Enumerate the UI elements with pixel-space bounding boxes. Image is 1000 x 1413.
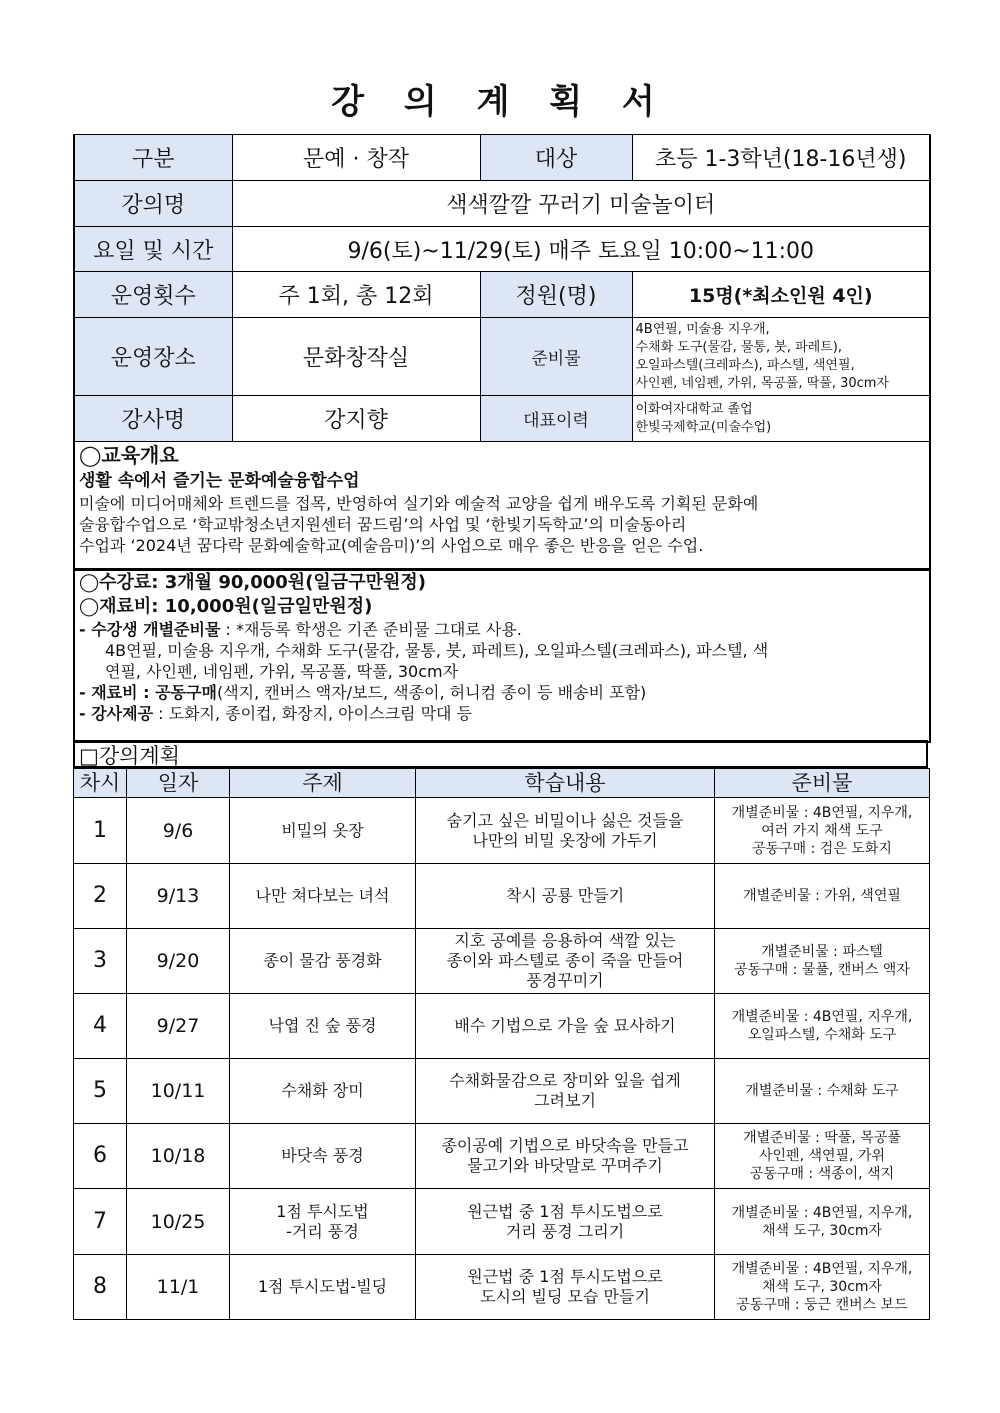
session-topic-line: 나만 쳐다보는 녀석 [255,886,390,905]
capacity-value: 15명(*최소인원 4인) [632,272,930,318]
table-row [74,1059,930,1124]
session-supplies-line: 공동구매 : 물풀, 캔버스 액자 [734,962,910,978]
table-row [74,1124,930,1189]
session-date: 9/13 [127,864,230,929]
material-purchase-line [75,682,929,703]
session-topic [230,798,416,864]
session-number: 2 [74,864,127,929]
course-label: 강의명 [74,181,232,227]
session-supplies-line: 여러 가지 채색 도구 [761,822,883,839]
page-title: 강 의 계 획 서 [331,82,669,122]
supplies-value [632,318,930,396]
session-topic [230,1124,416,1189]
session-topic-line: 1점 투시도법-빌딩 [257,1277,388,1296]
table-row [74,929,930,994]
session-number: 8 [74,1255,127,1320]
session-number: 6 [74,1124,127,1189]
session-supplies-line: 개별준비물 : 딱풀, 목공풀 [743,1130,901,1146]
session-topic-line: 수채화 장미 [281,1081,364,1100]
session-number: 5 [74,1059,127,1124]
individual-supplies-list: 연필, 사인펜, 네임펜, 가위, 목공풀, 딱풀, 30cm자 [105,662,459,681]
session-content-line: 도시의 빌딩 모습 만들기 [480,1287,650,1306]
session-supplies [715,1255,930,1320]
session-supplies-line: 개별준비물 : 4B연필, 지우개, [731,1204,913,1221]
session-topic-line: -거리 풍경 [286,1221,359,1241]
session-content-line: 풍경꾸미기 [526,971,604,990]
session-content-line: 물고기와 바닷말로 꾸며주기 [467,1156,663,1175]
schedule-value: 9/6(토)~11/29(토) 매주 토요일 10:00~11:00 [232,227,930,272]
session-number: 7 [74,1189,127,1255]
header-session: 차시 [74,769,127,798]
count-label: 운영횟수 [74,272,232,318]
session-supplies [715,1124,930,1189]
count-value: 주 1회, 총 12회 [232,272,480,318]
individual-label: - 수강생 개별준비물 [79,620,221,639]
header-content: 학습내용 [416,769,715,798]
session-supplies-line: 개별준비물 : 4B연필, 지우개, [731,804,913,821]
header-topic: 주제 [230,769,416,798]
session-date: 9/6 [127,798,230,864]
session-supplies-line: 공동구매 : 둥근 캔버스 보드 [736,1297,908,1313]
table-row [74,864,930,929]
session-date: 10/25 [127,1189,230,1255]
session-content [416,994,715,1059]
session-content-line: 숨기고 싶은 비밀이나 싫은 것들을 [446,810,684,830]
individual-text: : *재등록 학생은 기존 준비물 그대로 사용. [220,620,522,639]
lesson-plan-table [73,768,930,1320]
tuition-fee: ◯수강료: 3개월 90,000원(일금구만원정) [79,572,426,593]
venue-label: 운영장소 [74,318,232,396]
capacity-label: 정원(명) [480,272,632,318]
session-supplies [715,798,930,864]
session-content-line: 착시 공룡 만들기 [505,886,625,905]
overview-line: 미술에 미디어매체와 트렌드를 접목, 반영하여 실기와 예술적 교양을 쉽게 배우도록 기획된 문화예 [79,494,759,513]
teacher-text: : 도화지, 종이컵, 화장지, 아이스크림 막대 등 [153,704,473,723]
session-topic-line: 비밀의 옷장 [281,820,364,840]
session-date: 11/1 [127,1255,230,1320]
table-row [74,1255,930,1320]
session-date: 10/18 [127,1124,230,1189]
instructor-label: 강사명 [74,396,232,442]
session-supplies-line: 개별준비물 : 파스텔 [761,944,883,960]
session-supplies-line: 개별준비물 : 가위, 색연필 [743,888,901,904]
session-content [416,929,715,994]
fees-section [73,570,931,743]
table-row [74,1189,930,1255]
session-supplies-line: 개별준비물 : 수채화 도구 [745,1083,899,1099]
session-topic [230,929,416,994]
session-supplies [715,1189,930,1255]
table-row [74,994,930,1059]
session-content [416,864,715,929]
venue-value: 문화창작실 [232,318,480,396]
session-number: 4 [74,994,127,1059]
session-content-line: 나만의 비밀 옷장에 가두기 [472,830,658,850]
career-value [632,396,930,442]
session-topic-line: 1점 투시도법 [276,1201,369,1221]
session-supplies [715,929,930,994]
session-content-line: 원근법 중 1점 투시도법으로 [467,1267,663,1286]
session-supplies [715,994,930,1059]
session-topic-line: 종이 물감 풍경화 [263,951,382,970]
session-content-line: 배수 기법으로 가을 숲 묘사하기 [454,1016,676,1035]
overview-subtitle: 생활 속에서 즐기는 문화예술융합수업 [79,471,360,491]
career-label: 대표이력 [480,396,632,442]
career-line: 한빛국제학교(미술수업) [635,419,772,435]
session-content-line: 종이와 파스텔로 종이 죽을 만들어 [446,951,684,970]
session-topic [230,994,416,1059]
teacher-label: - 강사제공 [79,704,154,723]
session-topic [230,864,416,929]
session-supplies-line: 오일파스텔, 수채화 도구 [747,1027,897,1043]
session-supplies-line: 공동구매 : 색종이, 색지 [749,1166,895,1182]
session-content [416,1189,715,1255]
session-content [416,1059,715,1124]
target-value: 초등 1-3학년(18-16년생) [632,135,930,181]
teacher-provided-line [75,703,929,724]
overview-section [73,441,931,570]
table-row [74,798,930,864]
session-supplies-line: 채색 도구, 30cm자 [761,1222,883,1239]
material-label: - 재료비 : 공동구매 [79,683,217,702]
session-supplies [715,1059,930,1124]
target-label: 대상 [480,135,632,181]
instructor-value: 강지향 [232,396,480,442]
session-content-line: 그려보기 [534,1091,596,1110]
overview-heading: ◯교육개요 [79,443,179,467]
overview-line: 술융합수업으로 ‘학교밖청소년지원센터 꿈드림’의 사업 및 ‘한빛기독학교’의 미술동아리 [79,515,687,534]
session-date: 9/27 [127,994,230,1059]
session-supplies-line: 채색 도구, 30cm자 [761,1279,883,1295]
session-topic [230,1189,416,1255]
session-content-line: 종이공예 기법으로 바닷속을 만들고 [441,1136,689,1155]
overview-line: 수업과 ‘2024년 꿈다락 문화예술학교(예술음미)’의 사업으로 매우 좋은 반응을 얻은 수업. [79,536,704,555]
session-supplies-line: 사인펜, 색연필, 가위 [759,1148,885,1164]
category-label: 구분 [74,135,232,181]
session-topic [230,1255,416,1320]
session-date: 10/11 [127,1059,230,1124]
session-number: 1 [74,798,127,864]
schedule-label: 요일 및 시간 [74,227,232,272]
supplies-label: 준비물 [480,318,632,396]
session-supplies-line: 개별준비물 : 4B연필, 지우개, [731,1261,913,1277]
supplies-line: 오일파스텔(크레파스), 파스텔, 색연필, [635,357,855,373]
individual-supplies-line [75,619,929,640]
material-fee: ◯재료비: 10,000원(일금일만원정) [79,596,373,617]
course-info-table [73,134,931,442]
supplies-line: 수채화 도구(물감, 물통, 붓, 파레트), [635,339,842,355]
material-text: (색지, 캔버스 액자/보드, 색종이, 허니컴 종이 등 배송비 포함) [216,683,647,702]
header-date: 일자 [127,769,230,798]
supplies-line: 사인펜, 네임펜, 가위, 목공풀, 딱풀, 30cm자 [635,375,889,391]
category-value: 문예 · 창작 [232,135,480,181]
session-content-line: 원근법 중 1점 투시도법으로 [467,1201,663,1221]
header-supplies: 준비물 [715,769,930,798]
session-supplies-line: 개별준비물 : 4B연필, 지우개, [731,1009,913,1025]
individual-supplies-list: 4B연필, 미술용 지우개, 수채화 도구(물감, 물통, 붓, 파레트), 오일파스텔(크레파스), 파스텔, 색 [105,641,769,660]
course-value: 색색깔깔 꾸러기 미술놀이터 [232,181,930,227]
session-content-line: 지호 공예를 응용하여 색깔 있는 [454,931,676,950]
session-topic-line: 낙엽 진 숲 풍경 [268,1016,377,1035]
session-supplies-line: 공동구매 : 검은 도화지 [752,840,892,857]
session-date: 9/20 [127,929,230,994]
session-topic [230,1059,416,1124]
session-content [416,1124,715,1189]
plan-heading: □강의계획 [73,740,928,768]
session-content [416,1255,715,1320]
session-content [416,798,715,864]
session-number: 3 [74,929,127,994]
career-line: 이화여자대학교 졸업 [635,401,753,417]
session-supplies [715,864,930,929]
supplies-line: 4B연필, 미술용 지우개, [635,321,770,337]
session-content-line: 수채화물감으로 장미와 잎을 쉽게 [449,1071,681,1090]
session-topic-line: 바닷속 풍경 [281,1146,364,1165]
session-content-line: 거리 풍경 그리기 [505,1221,625,1241]
